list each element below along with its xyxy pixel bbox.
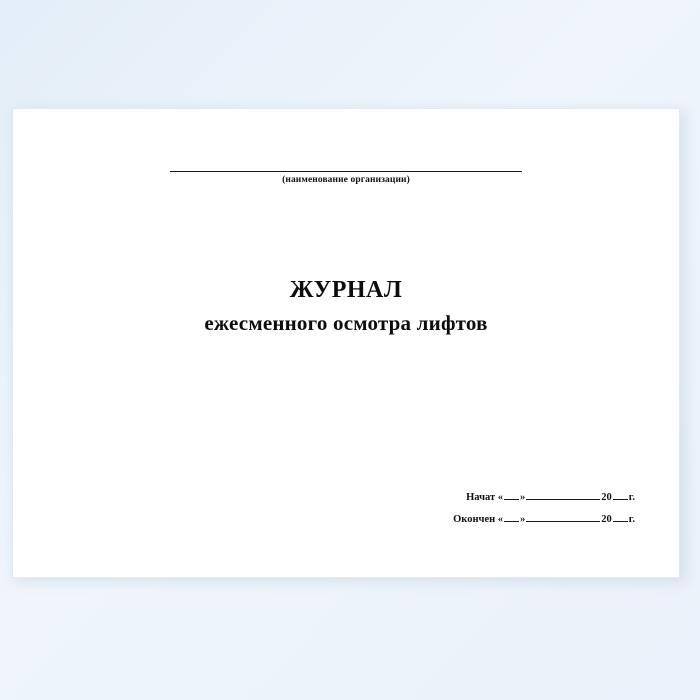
organization-caption: (наименование организации) [282, 175, 410, 185]
page-title: ЖУРНАЛ [289, 277, 403, 303]
started-year-suffix: г. [628, 492, 635, 503]
organization-block [13, 161, 679, 185]
finished-year-prefix: 20 [601, 514, 612, 525]
document-page [12, 108, 680, 578]
started-month-blank [526, 490, 600, 500]
finished-quote-open: « [497, 514, 504, 525]
started-year-blank [613, 490, 628, 500]
finished-quote-close: » [520, 514, 526, 525]
finished-day-blank [504, 512, 519, 522]
finished-year-blank [613, 512, 628, 522]
page-subtitle: ежесменного осмотра лифтов [204, 310, 488, 335]
date-fields-block [453, 490, 635, 525]
started-date-line [453, 490, 635, 503]
finished-year-suffix: г. [628, 514, 635, 525]
started-quote-open: « [497, 492, 504, 503]
title-block [13, 277, 679, 336]
started-quote-close: » [520, 492, 526, 503]
finished-month-blank [526, 512, 600, 522]
organization-fill-line [170, 161, 522, 172]
started-day-blank [504, 490, 519, 500]
finished-label: Окончен [453, 514, 496, 525]
finished-date-line [453, 512, 635, 525]
started-label: Начат [466, 492, 496, 503]
started-year-prefix: 20 [601, 492, 612, 503]
